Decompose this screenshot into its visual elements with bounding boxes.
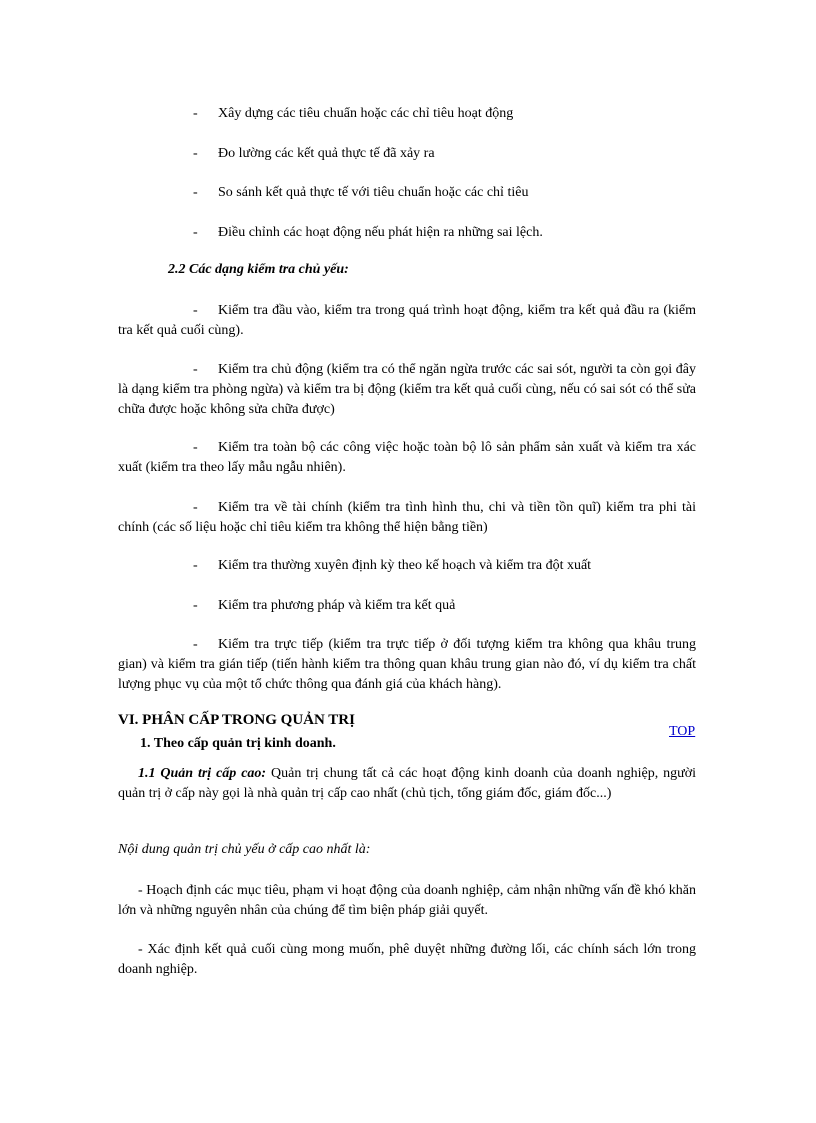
- bullet-item: - Kiểm tra thường xuyên định kỳ theo kế hoạch và kiểm tra đột xuất: [193, 556, 591, 576]
- paragraph: - Kiểm tra về tài chính (kiểm tra tình hình thu, chi và tiền tồn quĩ) kiểm tra phi tài chính (các số liệu hoặc chỉ tiêu kiểm tra không thể hiện bằng tiền): [118, 500, 696, 535]
- dash-marker: -: [193, 598, 198, 613]
- bullet-item: - Đo lường các kết quả thực tế đã xảy ra: [193, 144, 435, 164]
- section-heading-vi: VI. PHÂN CẤP TRONG QUẢN TRỊ: [118, 712, 355, 728]
- paragraph: - Kiểm tra chủ động (kiểm tra có thể ngăn ngừa trước các sai sót, người ta còn gọi đây là dạng kiểm tra phòng ngừa) và kiểm tra bị động (kiểm tra kết quả cuối cùng, nếu có sai sót có thể sửa chữa được hoặc không sửa chữa được): [118, 362, 696, 417]
- dash-marker: -: [193, 106, 198, 121]
- content-heading: Nội dung quản trị chủ yếu ở cấp cao nhất là:: [118, 842, 371, 857]
- lead-1-1: 1.1 Quản trị cấp cao:: [138, 766, 267, 781]
- bullet-item: - So sánh kết quả thực tế với tiêu chuẩn hoặc các chỉ tiêu: [193, 183, 528, 203]
- dash-marker: -: [193, 500, 198, 515]
- section-heading-2-2: 2.2 Các dạng kiểm tra chủ yếu:: [168, 262, 349, 277]
- bullet-item: - Xây dựng các tiêu chuẩn hoặc các chỉ tiêu hoạt động: [193, 104, 513, 124]
- paragraph: - Kiểm tra đầu vào, kiểm tra trong quá trình hoạt động, kiểm tra kết quả đầu ra (kiểm tra kết quả cuối cùng).: [118, 303, 696, 338]
- content-item: - Xác định kết quả cuối cùng mong muốn, phê duyệt những đường lối, các chính sách lớn trong doanh nghiệp.: [118, 942, 696, 977]
- bullet-item: - Điều chỉnh các hoạt động nếu phát hiện ra những sai lệch.: [193, 223, 543, 243]
- dash-marker: -: [193, 185, 198, 200]
- bullet-item: - Kiểm tra phương pháp và kiểm tra kết quả: [193, 596, 455, 616]
- dash-marker: -: [193, 225, 198, 240]
- dash-marker: -: [193, 558, 198, 573]
- paragraph: - Kiểm tra trực tiếp (kiểm tra trực tiếp ở đối tượng kiểm tra không qua khâu trung gian) và kiểm tra gián tiếp (tiến hành kiểm tra thông quan khâu trung gian nào đó, ví dụ kiểm tra chất lượng phục vụ của một tổ chức thông qua đánh giá của khách hàng).: [118, 637, 696, 692]
- dash-marker: -: [193, 637, 198, 652]
- dash-marker: -: [193, 362, 198, 377]
- content-item: - Hoạch định các mục tiêu, phạm vi hoạt động của doanh nghiệp, cảm nhận những vấn đề khó khăn lớn và những nguyên nhân của chúng để tìm biện pháp giải quyết.: [118, 883, 696, 918]
- dash-marker: -: [193, 440, 198, 455]
- subsection-heading-1: 1. Theo cấp quản trị kinh doanh.: [140, 736, 336, 751]
- dash-marker: -: [193, 146, 198, 161]
- paragraph-1-1: 1.1 Quản trị cấp cao: Quản trị chung tất cả các hoạt động kinh doanh của doanh nghiệp, người quản trị ở cấp này gọi là nhà quản trị cấp cao nhất (chủ tịch, tổng giám đốc, giám đốc...): [118, 766, 697, 801]
- paragraph: - Kiểm tra toàn bộ các công việc hoặc toàn bộ lô sản phẩm sản xuất và kiểm tra xác xuất (kiểm tra theo lấy mẫu ngẫu nhiên).: [118, 440, 696, 475]
- dash-marker: -: [193, 303, 198, 318]
- top-link[interactable]: TOP: [669, 724, 696, 739]
